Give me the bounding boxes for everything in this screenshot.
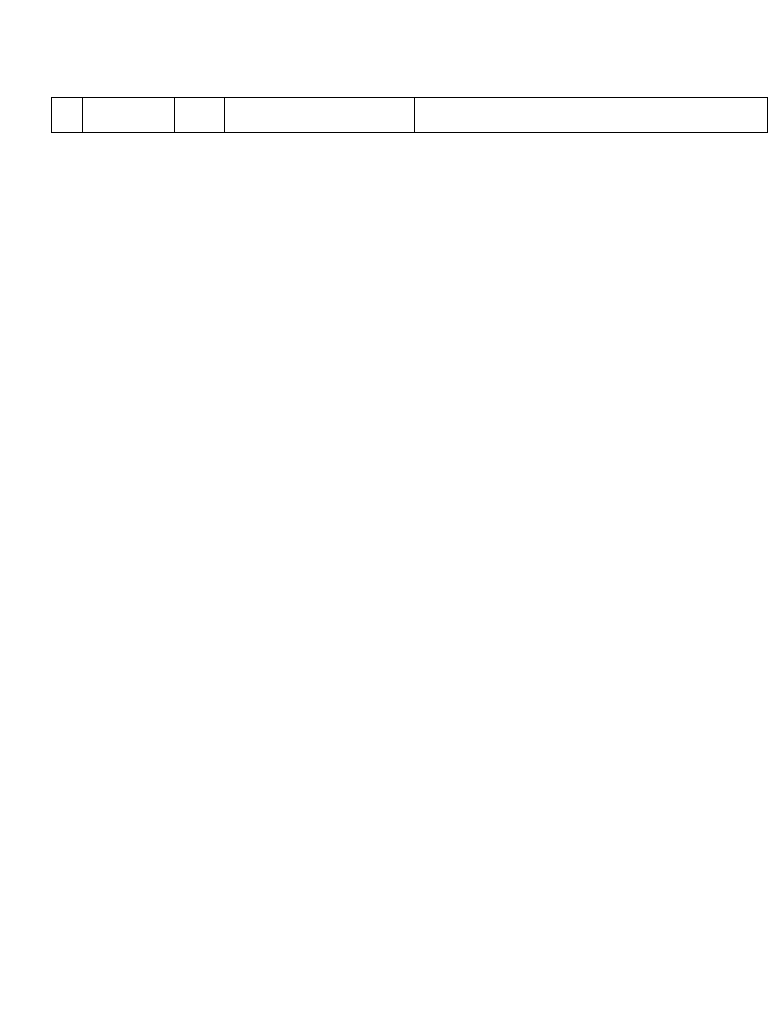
col-header-no	[52, 98, 83, 133]
col-header-tugas	[415, 98, 768, 133]
table-header-row	[52, 98, 768, 133]
col-header-materi	[224, 98, 415, 133]
schedule-table-top	[51, 97, 768, 133]
notes-section	[51, 806, 731, 816]
col-header-subject	[174, 98, 224, 133]
col-header-day	[82, 98, 174, 133]
